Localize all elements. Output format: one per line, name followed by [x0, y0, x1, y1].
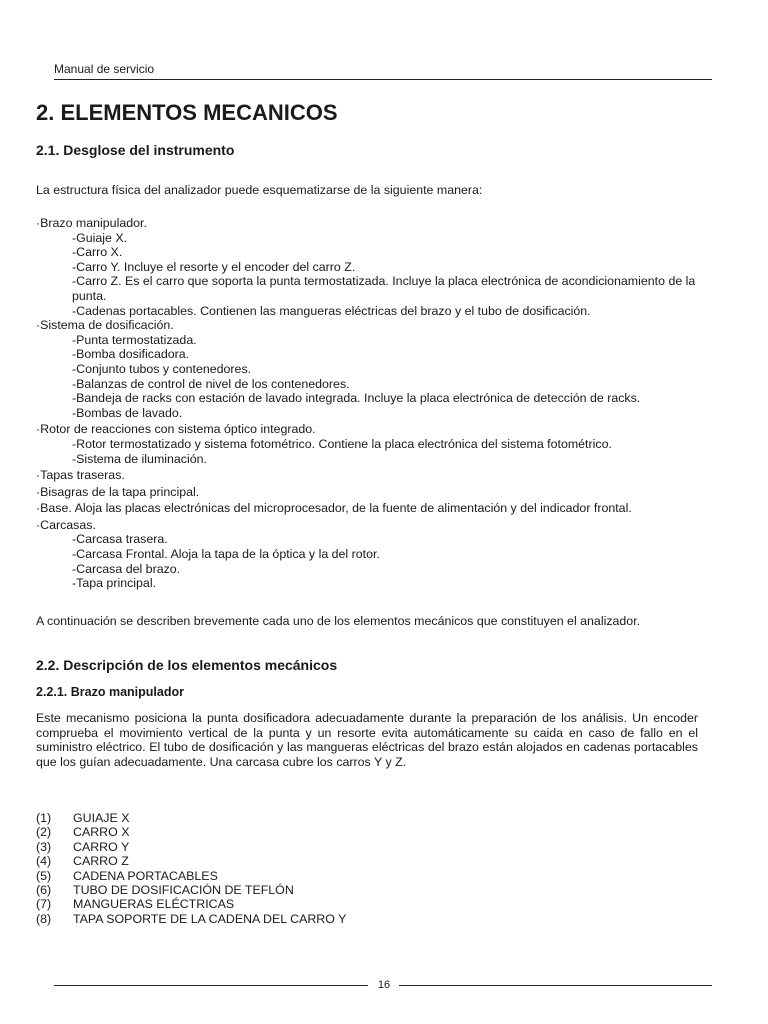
list-item: -Guiaje X. — [72, 230, 128, 245]
table-row — [36, 897, 346, 911]
table-row — [36, 854, 346, 868]
group-brazo — [36, 216, 698, 318]
list-item: -Carro Z. Es el carro que soporta la punta termostatizada. Incluye la placa electrónica de acondicionamiento de la punta. — [72, 274, 696, 303]
list-item: -Balanzas de control de nivel de los contenedores. — [72, 376, 350, 391]
list-item: -Tapa principal. — [72, 576, 157, 591]
list-item: -Punta termostatizada. — [72, 332, 197, 347]
list-item: -Sistema de iluminación. — [72, 451, 207, 466]
group-carcasas — [36, 518, 698, 591]
chapter-title: 2. ELEMENTOS MECANICOS — [36, 100, 338, 125]
group-base — [36, 501, 698, 516]
section-heading-2-1: 2.1. Desglose del instrumento — [36, 142, 235, 158]
part-name: CADENA PORTACABLES — [73, 868, 218, 883]
group-tapas — [36, 468, 698, 483]
part-number: (4) — [36, 854, 52, 869]
group-bisagras — [36, 485, 698, 500]
part-name: TAPA SOPORTE DE LA CADENA DEL CARRO Y — [73, 911, 347, 926]
table-row — [36, 912, 346, 926]
part-name: CARRO Y — [73, 839, 130, 854]
table-row — [36, 840, 346, 854]
subsection-heading-2-2-1: 2.2.1. Brazo manipulador — [36, 685, 184, 699]
table-row — [36, 869, 346, 883]
list-item: -Bombas de lavado. — [72, 405, 183, 420]
group-label: ·Carcasas. — [36, 517, 96, 532]
part-number: (3) — [36, 839, 52, 854]
list-item: -Conjunto tubos y contenedores. — [72, 361, 252, 376]
page-number: 16 — [377, 979, 391, 991]
intro-paragraph: La estructura física del analizador puede esquematizarse de la siguiente manera: — [36, 183, 483, 197]
table-row — [36, 883, 346, 897]
footer-divider-left — [54, 985, 368, 986]
group-rotor — [36, 422, 698, 466]
instrument-breakdown-list — [36, 216, 698, 591]
list-item: -Carcasa trasera. — [72, 532, 168, 547]
group-label: ·Rotor de reacciones con sistema óptico integrado. — [36, 422, 316, 437]
part-number: (2) — [36, 825, 52, 840]
list-item: -Bomba dosificadora. — [72, 347, 190, 362]
section-heading-2-2: 2.2. Descripción de los elementos mecánicos — [36, 657, 338, 673]
part-name: TUBO DE DOSIFICACIÓN DE TEFLÓN — [73, 883, 294, 898]
part-name: CARRO X — [73, 825, 130, 840]
group-label: ·Brazo manipulador. — [36, 216, 147, 230]
part-name: MANGUERAS ELÉCTRICAS — [73, 897, 235, 912]
list-item: -Cadenas portacables. Contienen las mangueras eléctricas del brazo y el tubo de dosificación. — [72, 303, 591, 318]
list-item: -Bandeja de racks con estación de lavado integrada. Incluye la placa electrónica de detección de racks. — [72, 391, 641, 406]
parts-legend — [36, 811, 346, 926]
brazo-description-paragraph: Este mecanismo posiciona la punta dosificadora adecuadamente durante la preparación de los análisis. Un encoder comprueba el movimiento vertical de la punta y un resorte evita automáticamente su caida en caso de fallo en el suministro eléctrico. El tubo de dosificación y las mangueras eléctricas del brazo están alojados en cadenas portacables que los guían adecuadamente. Una carcasa cubre los carros Y y Z. — [36, 711, 698, 769]
group-label: ·Sistema de dosificación. — [36, 318, 174, 333]
footer-divider-right — [399, 985, 712, 986]
part-number: (1) — [36, 811, 52, 825]
part-number: (6) — [36, 883, 52, 898]
closing-paragraph: A continuación se describen brevemente cada uno de los elementos mecánicos que constituyen el analizador. — [36, 614, 641, 628]
part-number: (8) — [36, 911, 52, 926]
part-number: (7) — [36, 897, 52, 912]
group-label: ·Base. Aloja las placas electrónicas del microprocesador, de la fuente de alimentación y del indicador frontal. — [36, 501, 632, 516]
part-number: (5) — [36, 868, 52, 883]
table-row — [36, 825, 346, 839]
list-item: -Carcasa del brazo. — [72, 561, 181, 576]
list-item: -Carro Y. Incluye el resorte y el encoder del carro Z. — [72, 259, 356, 274]
header-divider — [54, 79, 712, 80]
group-label: ·Bisagras de la tapa principal. — [36, 484, 200, 499]
list-item: -Carcasa Frontal. Aloja la tapa de la óptica y la del rotor. — [72, 547, 380, 562]
list-item: -Rotor termostatizado y sistema fotométrico. Contiene la placa electrónica del sistema fotométrico. — [72, 436, 612, 451]
table-row — [36, 811, 346, 825]
group-dosificacion — [36, 318, 698, 420]
part-name: GUIAJE X — [73, 811, 130, 825]
group-label: ·Tapas traseras. — [36, 468, 125, 483]
running-header: Manual de servicio — [54, 62, 155, 76]
part-name: CARRO Z — [73, 854, 129, 869]
list-item: -Carro X. — [72, 245, 123, 260]
